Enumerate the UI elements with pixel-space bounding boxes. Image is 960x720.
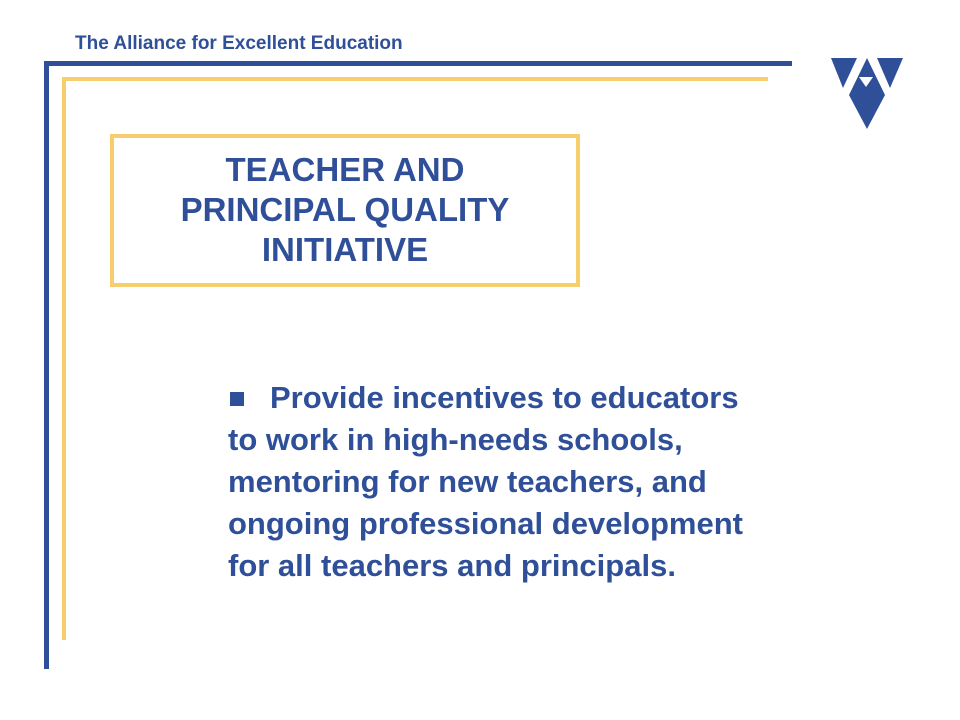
bullet-text-line: to work in high-needs schools, <box>228 422 683 457</box>
bullet-first-line <box>228 377 888 419</box>
frame-left-blue-line <box>44 61 49 669</box>
organization-name: The Alliance for Excellent Education <box>75 33 403 54</box>
square-bullet-icon <box>230 392 244 406</box>
bullet-text-line: ongoing professional development <box>228 506 743 541</box>
bullet-text-line: for all teachers and principals. <box>228 548 676 583</box>
bullet-text-line: Provide incentives to educators <box>270 380 739 415</box>
title-line: PRINCIPAL QUALITY <box>180 191 510 228</box>
alliance-logo-icon <box>829 57 905 131</box>
frame-top-gold-line <box>62 77 768 81</box>
slide-title <box>114 150 576 270</box>
title-line: INITIATIVE <box>261 231 429 268</box>
bullet-text-line: mentoring for new teachers, and <box>228 464 707 499</box>
frame-top-blue-line <box>44 61 792 66</box>
title-line: TEACHER AND <box>225 151 465 188</box>
frame-left-gold-line <box>62 77 66 640</box>
title-box <box>110 134 580 287</box>
bullet-paragraph <box>228 377 888 587</box>
